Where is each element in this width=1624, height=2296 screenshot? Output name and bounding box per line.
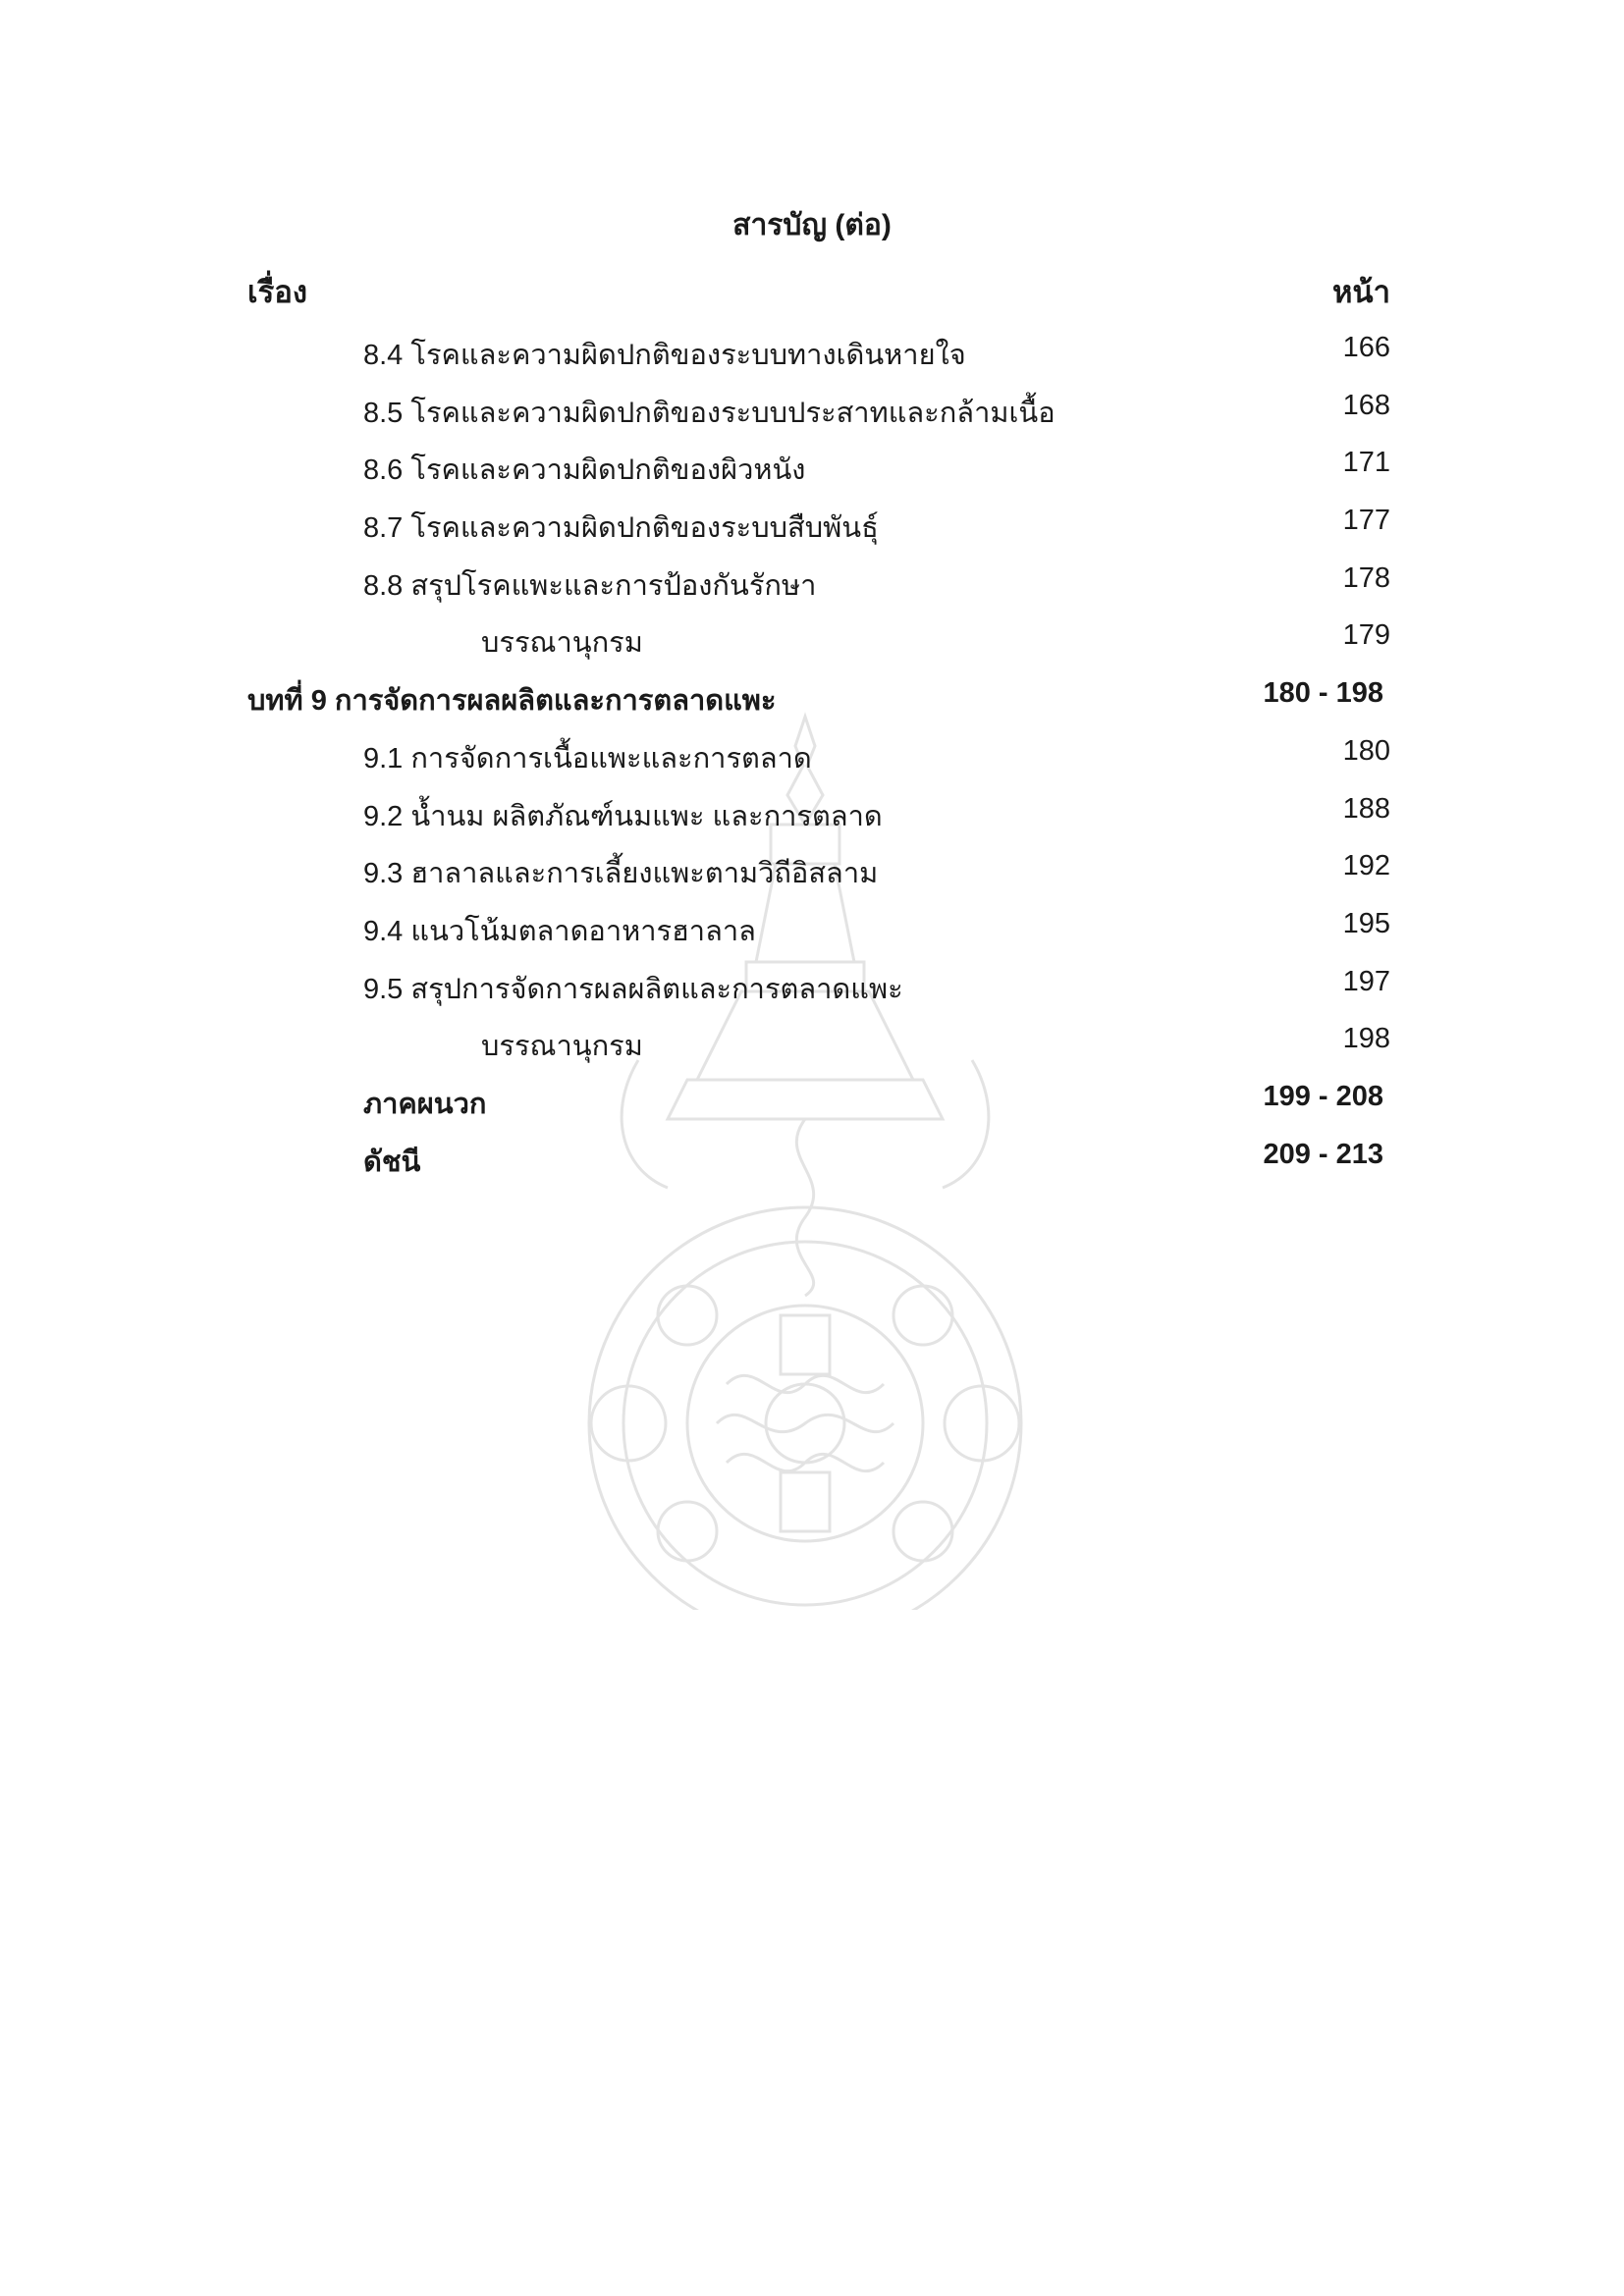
toc-entry-page: 199 - 208 xyxy=(1263,1080,1383,1112)
toc-entry-label: ดัชนี xyxy=(363,1146,421,1178)
col-topic-header: เรื่อง xyxy=(247,275,308,309)
toc-entry-page: 180 - 198 xyxy=(1263,677,1383,710)
toc-entry-label: บทที่ 9 การจัดการผลผลิตและการตลาดแพะ xyxy=(247,685,777,718)
toc-entry-label: 8.8 สรุปโรคแพะและการป้องกันรักษา xyxy=(363,569,817,602)
toc-title: สารบัญ (ต่อ) xyxy=(732,209,892,241)
toc-entry-page: 198 xyxy=(1342,1023,1390,1055)
toc-entry-page: 180 xyxy=(1342,734,1390,767)
toc-entry-page: 177 xyxy=(1342,505,1390,537)
toc-entry xyxy=(0,908,1624,966)
toc-entry-page: 178 xyxy=(1342,561,1390,594)
toc-section-entry xyxy=(0,1139,1624,1197)
toc-entry-label: 9.1 การจัดการเนื้อแพะและการตลาด xyxy=(363,742,812,774)
toc-entry xyxy=(0,505,1624,562)
toc-entry-label: 8.7 โรคและความผิดปกติของระบบสืบพันธุ์ xyxy=(363,512,879,545)
toc-entry-page: 197 xyxy=(1342,965,1390,997)
toc-entry-label: บรรณานุกรม xyxy=(481,627,643,660)
toc-entry-page: 166 xyxy=(1342,332,1390,363)
toc-entry xyxy=(0,735,1624,793)
toc-entry xyxy=(0,447,1624,505)
toc-entry xyxy=(0,390,1624,448)
toc-entry xyxy=(0,966,1624,1024)
toc-entry-page: 179 xyxy=(1342,619,1390,652)
toc-entry xyxy=(0,850,1624,908)
toc-entry-page: 192 xyxy=(1342,850,1390,882)
toc-entry-label: 8.6 โรคและความผิดปกติของผิวหนัง xyxy=(363,454,806,487)
toc-entry-page: 171 xyxy=(1342,447,1390,479)
toc-entry-label: 8.4 โรคและความผิดปกติของระบบทางเดินหายใจ xyxy=(363,340,966,371)
toc-entry-label: 8.5 โรคและความผิดปกติของระบบประสาทและกล้ามเนื้อ xyxy=(363,397,1056,429)
col-page-header: หน้า xyxy=(1331,275,1390,309)
toc-entry xyxy=(0,619,1624,677)
toc-entry xyxy=(0,332,1624,390)
toc-chapter-entry xyxy=(0,677,1624,735)
toc-section-entry xyxy=(0,1081,1624,1139)
toc-entry-page: 168 xyxy=(1342,389,1390,421)
toc-entry xyxy=(0,793,1624,851)
toc-entry-page: 209 - 213 xyxy=(1263,1138,1383,1170)
toc-entry xyxy=(0,1023,1624,1081)
toc-entry-page: 188 xyxy=(1342,792,1390,825)
toc-entry-label: บรรณานุกรม xyxy=(481,1031,643,1063)
toc-entry-label: 9.2 น้ำนม ผลิตภัณฑ์นมแพะ และการตลาด xyxy=(363,800,883,832)
toc-entry-page: 195 xyxy=(1342,907,1390,939)
toc-entry-label: ภาคผนวก xyxy=(363,1088,487,1120)
toc-entry-label: 9.3 ฮาลาลและการเลี้ยงแพะตามวิถีอิสลาม xyxy=(363,858,879,890)
toc-entry-label: 9.4 แนวโน้มตลาดอาหารฮาลาล xyxy=(363,915,756,947)
toc-entry-label: 9.5 สรุปการจัดการผลผลิตและการตลาดแพะ xyxy=(363,973,903,1005)
toc-list xyxy=(0,332,1624,1196)
toc-entry xyxy=(0,562,1624,620)
